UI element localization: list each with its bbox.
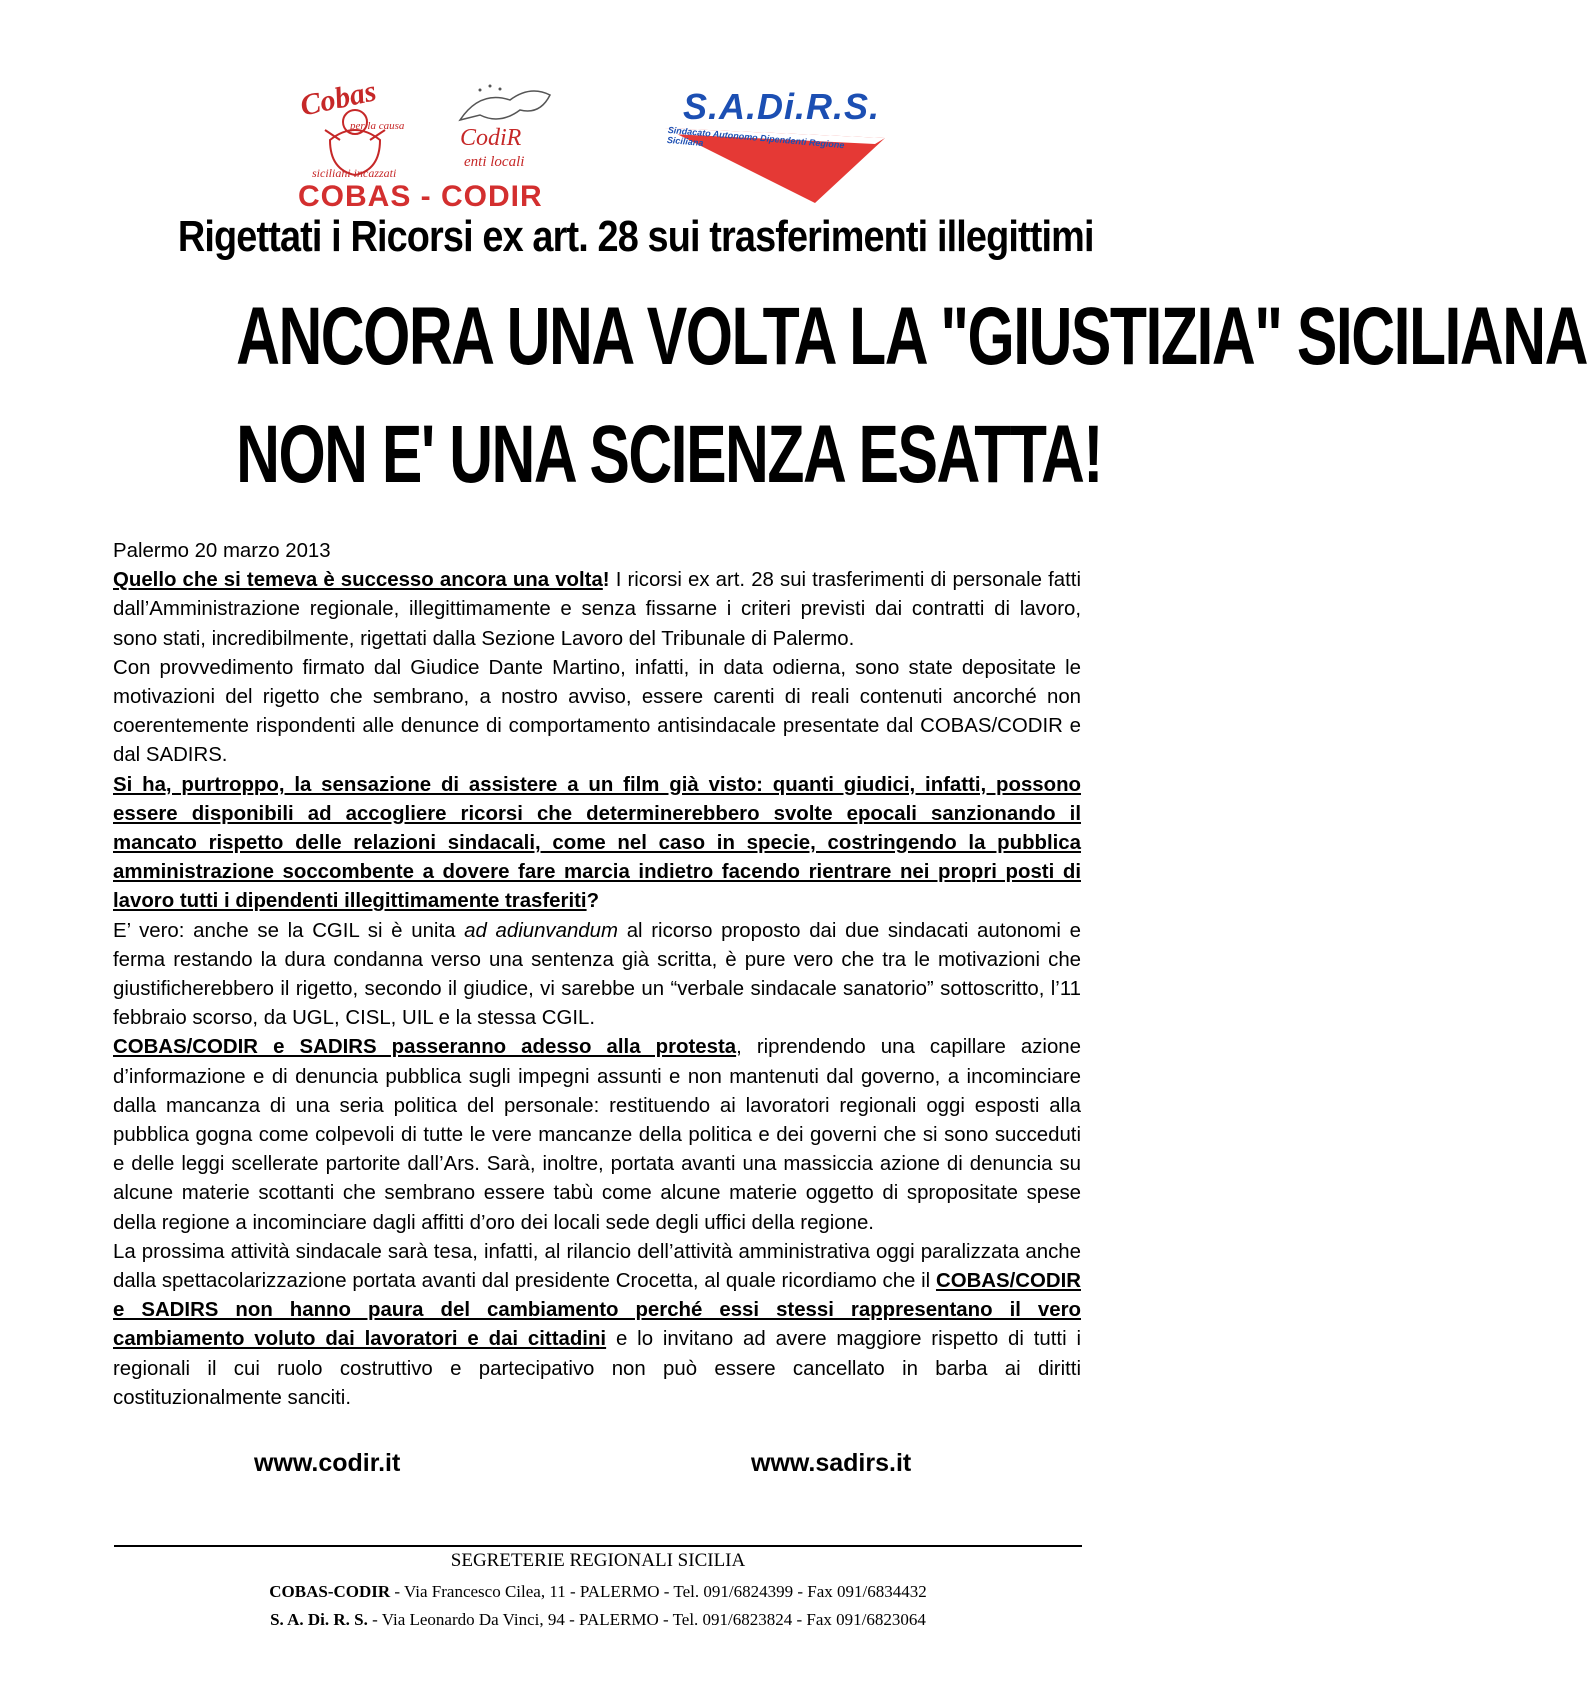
sadirs-logo <box>665 86 890 211</box>
headline-main-second: NON E' UNA SCIENZA ESATTA! <box>236 409 1103 500</box>
paragraph-1 <box>113 566 1081 654</box>
footer-org-sadirs: S. A. Di. R. S. <box>270 1610 368 1629</box>
cobas-logo-subtitle: siciliani incazzati <box>312 166 397 180</box>
paragraph-4-text-b: al ricorso proposto dai due sindacati autonomi e ferma restando la dura condanna verso una sentenza già scritta, è pure vero che tra le motivazioni che giustificherebbero il rigetto, secondo il giudice, vi sarebbe un “verbale sindacale sanatorio” sottoscritto, l’11 febbraio scorso, da UGL, CISL, UIL e la stessa CGIL. <box>113 919 1081 1030</box>
paragraph-3 <box>113 771 1081 917</box>
paragraph-6 <box>113 1238 1081 1413</box>
paragraph-3-question-mark: ? <box>586 890 600 913</box>
article-body <box>113 537 1081 1413</box>
cobas-logo-tagline: per la causa <box>350 120 405 132</box>
footer-org-cobas: COBAS-CODIR <box>269 1582 391 1601</box>
paragraph-1-text: I ricorsi ex art. 28 sui trasferimenti di personale fatti dall’Amministrazione regionale, illegittimamente e senza fissarne i criteri previsti dai contratti di lavoro, sono stati, incredibilmente, rigettati dalla Sezione Lavoro del Tribunale di Palermo. <box>113 569 1081 650</box>
cobas-codir-logo <box>290 74 590 213</box>
paragraph-1-exclamation: ! <box>602 569 610 592</box>
footer-address-cobas <box>114 1582 1082 1602</box>
paragraph-4-italic: ad adiunvandum <box>464 919 618 942</box>
article-date: Palermo 20 marzo 2013 <box>113 540 331 562</box>
headline-main: ANCORA UNA VOLTA LA "GIUSTIZIA" SICILIANA <box>236 291 1587 382</box>
paragraph-6-text-b: e lo invitano ad avere maggiore rispetto di tutti i regionali il cui ruolo costruttivo e partecipativo non può essere cancellato in barba ai diritti costituzionalmente sanciti. <box>113 1328 1081 1409</box>
sadirs-logo-title: S.A.Di.R.S. <box>683 86 881 127</box>
footer-address-sadirs <box>114 1610 1082 1630</box>
paragraph-4-text-a: E’ vero: anche se la CGIL si è unita <box>113 919 465 942</box>
sadirs-website-link[interactable]: www.sadirs.it <box>751 1449 912 1477</box>
paragraph-5-highlight: COBAS/CODIR e SADIRS passeranno adesso alla protesta <box>113 1036 737 1059</box>
cobas-codir-wordmark: COBAS - CODIR <box>298 180 543 213</box>
codir-logo-subtitle: enti locali <box>464 154 525 170</box>
paragraph-5-text: , riprendendo una capillare azione d’informazione e di denuncia pubblica sugli impegni assunti e non mantenuti dal governo, a incominciare dalla mancanza di una seria politica del personale: restituendo ai lavoratori regionali oggi esposti alla pubblica gogna come colpevoli di tutte le vere mancanze della politica e dei governi che si sono succeduti e delle leggi scellerate partorite dall’Ars. Sarà, inoltre, portata avanti una massiccia azione di denuncia su alcune materie scottanti che sembrano essere tabù come alcune materie oggetto di spropositate spese della regione a incominciare dagli affitti d’oro dei locali sede degli uffici della regione. <box>113 1036 1081 1234</box>
paragraph-2: Con provvedimento firmato dal Giudice Dante Martino, infatti, in data odierna, sono state depositate le motivazioni del rigetto che sembrano, a nostro avviso, essere carenti di reali contenuti ancorché non coerentemente rispondenti alle denunce di comportamento antisindacale presentate dal COBAS/CODIR e dal SADIRS. <box>113 656 1081 767</box>
paragraph-5 <box>113 1033 1081 1237</box>
cobas-logo-word: Cobas <box>297 74 380 123</box>
paragraph-1-highlight: Quello che si temeva è successo ancora una volta <box>113 569 603 592</box>
footer-contact-cobas: - Via Francesco Cilea, 11 - PALERMO - Tel. 091/6824399 - Fax 091/6834432 <box>390 1582 927 1601</box>
footer-divider <box>114 1545 1082 1547</box>
headline-subtitle: Rigettati i Ricorsi ex art. 28 sui trasferimenti illegittimi <box>177 212 1094 261</box>
paragraph-3-highlight: Si ha, purtroppo, la sensazione di assistere a un film già visto: quanti giudici, infatti, possono essere disponibili ad accogliere ricorsi che determinerebbero svolte epocali sanzionando il mancato rispetto delle relazioni sindacali, come nel caso in specie, costringendo la pubblica amministrazione soccombente a dovere fare marcia indietro facendo rientrare nei propri posti di lavoro tutti i dipendenti illegittimamente trasferiti <box>113 773 1081 913</box>
codir-logo-word: CodiR <box>460 125 522 151</box>
footer-title: SEGRETERIE REGIONALI SICILIA <box>450 1550 746 1571</box>
sadirs-logo-subtitle: Sindacato Autonomo Dipendenti Regione Siciliana <box>666 124 845 151</box>
footer-contact-sadirs: - Via Leonardo Da Vinci, 94 - PALERMO - Tel. 091/6823824 - Fax 091/6823064 <box>367 1610 926 1629</box>
codir-website-link[interactable]: www.codir.it <box>254 1449 401 1477</box>
paragraph-6-text-a: La prossima attività sindacale sarà tesa, infatti, al rilancio dell’attività amministrativa oggi paralizzata anche dalla spettacolarizzazione portata avanti dal presidente Crocetta, al quale ricordiamo che il <box>113 1240 1081 1293</box>
paragraph-6-highlight: COBAS/CODIR e SADIRS non hanno paura del cambiamento perché essi stessi rappresentano il vero cambiamento voluto dai lavoratori e dai cittadini <box>113 1270 1081 1351</box>
paragraph-4 <box>113 917 1081 1034</box>
